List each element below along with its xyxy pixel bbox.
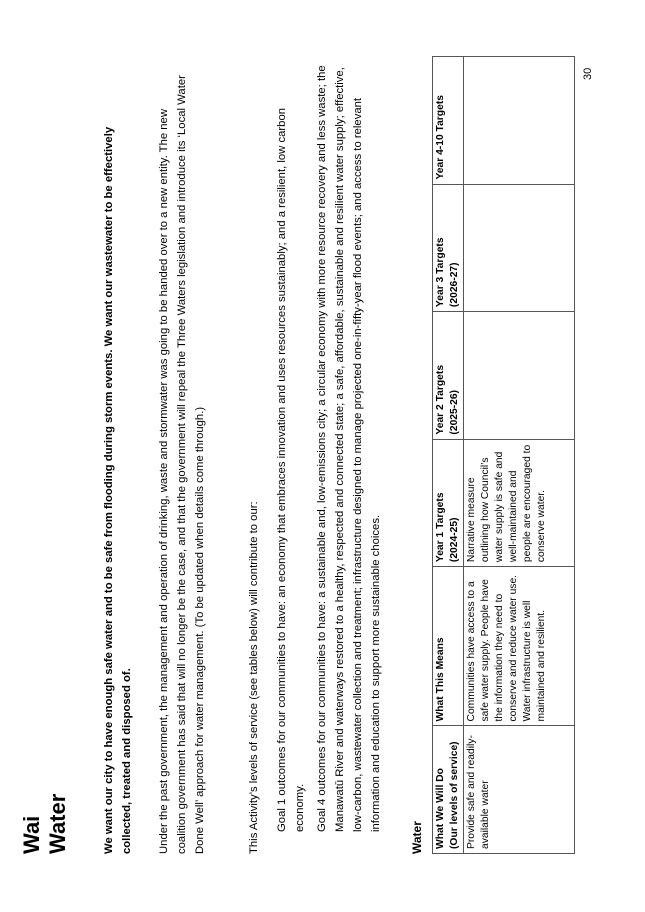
paragraph-goal-1: Goal 1 outcomes for our communities to have: an economy that embraces innovation and uses resources sustainably; and a resilient, low carbon economy. (276, 107, 306, 832)
header-year-2-targets: Year 2 Targets (2025-26) (433, 312, 464, 440)
cell-year-4-10 (464, 57, 575, 185)
water-levels-of-service-table (432, 56, 575, 854)
cell-service: Provide safe and readily-available water (464, 726, 575, 854)
cell-year-3 (464, 184, 575, 312)
page-title: Water (45, 793, 70, 854)
header-year-1-targets: Year 1 Targets (2024-25) (433, 439, 464, 567)
header-what-this-means: What This Means (433, 567, 464, 726)
cell-year-1: Narrative measure outlining how Council’s water supply is safe and well-maintained and people are encouraged to conserve water. (464, 439, 575, 567)
table-title: Water (410, 821, 424, 854)
cell-year-2 (464, 312, 575, 440)
paragraph-levels-of-service: This Activity’s levels of service (see tables below) will contribute to our: (248, 501, 260, 854)
header-year-3-targets: Year 3 Targets (2026-27) (433, 184, 464, 312)
intro-statement: We want our city to have enough safe water and to be safe from flooding during storm events. We want our wastewater to be effectively collected, treated and disposed of. (103, 126, 133, 854)
page-number: 30 (582, 67, 594, 80)
table-header-row (433, 57, 464, 854)
cell-meaning: Communities have access to a safe water supply. People have the information they need to conserve and reduce water use. Water infrastructure is well maintained and resilient. (464, 567, 575, 726)
paragraph-goal-4: Goal 4 outcomes for our communities to have: a sustainable and, low-emissions city; a circular economy with more resource recovery and less waste; the Manawatū River and waterways restored to a healthy, respected and connected state; a safe, affordable, sustainable and resilient water supply; effective, low-carbon, wastewater collection and treatment; infrastructure designed to manage projected one-in-fifty-year flood events; and access to relevant information and education to support more sustainable choices. (316, 65, 382, 832)
header-year-4-10-targets: Year 4-10 Targets (433, 57, 464, 185)
heading-maori: Wai (19, 815, 44, 854)
table-row (464, 57, 575, 854)
header-what-we-will-do: What We Will Do (Our levels of service) (433, 726, 464, 854)
paragraph-three-waters: Under the past government, the management and operation of drinking, waste and stormwater was going to be handed over to a new entity. The new coalition government has said that will no longer be the case, and that the government will repeal the Three Waters legislation and introduce its ‘Local Water Done Well’ approach for water management. (To be updated when details come through.) (158, 75, 206, 854)
